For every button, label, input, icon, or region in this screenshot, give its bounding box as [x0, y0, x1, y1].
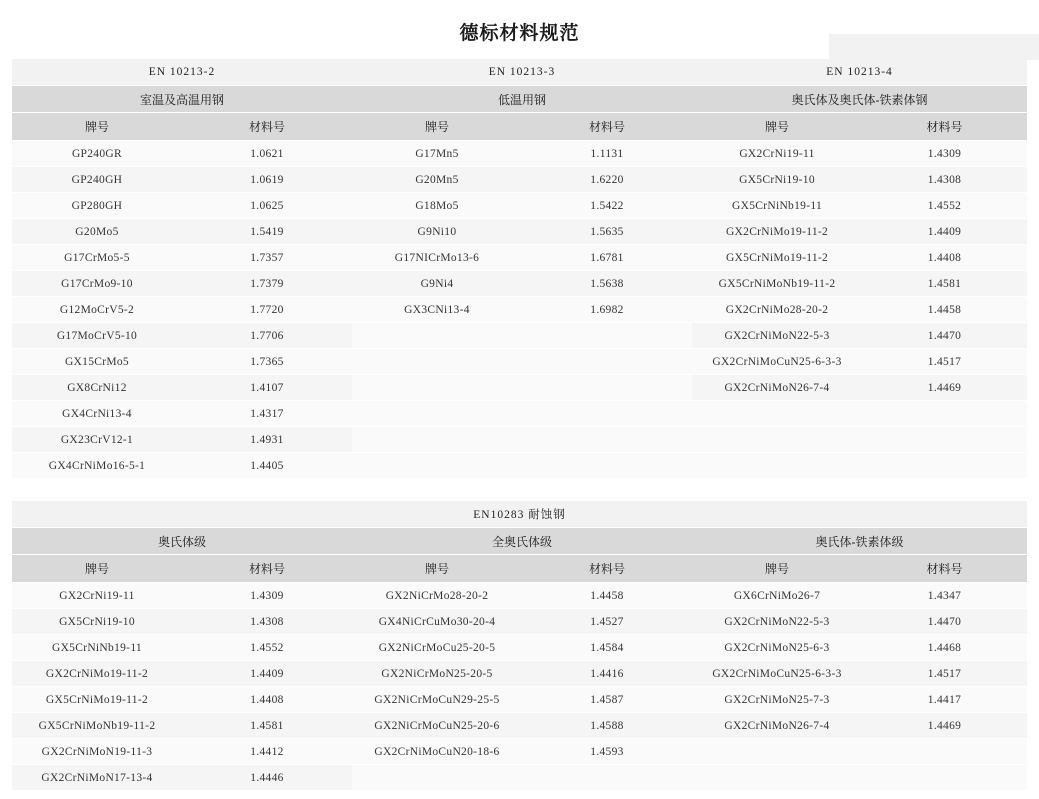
material-number-cell: 1.4470 [862, 323, 1027, 349]
column-header: 材料号 [522, 113, 692, 141]
grade-cell: GX5CrNiMoNb19-11-2 [12, 713, 182, 739]
grade-cell [352, 765, 522, 791]
page-title: 德标材料规范 [459, 23, 580, 44]
material-table-en10283 [12, 501, 1027, 791]
category-header-row [12, 528, 1027, 555]
material-number-cell [522, 349, 692, 375]
bottom-spacer [0, 791, 1039, 799]
grade-cell: GX5CrNiMo19-11-2 [692, 245, 862, 271]
material-number-cell: 1.0625 [182, 193, 352, 219]
grade-cell: GX2NiCrMoCuN25-20-6 [352, 713, 522, 739]
standard-label: EN10283 耐蚀钢 [12, 501, 1027, 528]
category-label: 室温及高温用钢 [12, 86, 352, 113]
material-number-cell [522, 401, 692, 427]
section-gap [0, 479, 1039, 501]
material-number-cell: 1.4408 [862, 245, 1027, 271]
material-number-cell: 1.4588 [522, 713, 692, 739]
material-number-cell: 1.5422 [522, 193, 692, 219]
material-number-cell: 1.4931 [182, 427, 352, 453]
table-row [12, 687, 1027, 713]
category-header-row [12, 86, 1027, 113]
table-row [12, 323, 1027, 349]
material-number-cell: 1.4593 [522, 739, 692, 765]
table-row [12, 427, 1027, 453]
grade-cell [352, 427, 522, 453]
category-label: 奥氏体-铁素体级 [692, 528, 1027, 555]
table-row [12, 765, 1027, 791]
material-number-cell: 1.4458 [522, 583, 692, 609]
column-header: 牌号 [352, 113, 522, 141]
grade-cell: GX2NiCrMoN25-20-5 [352, 661, 522, 687]
material-number-cell: 1.4587 [522, 687, 692, 713]
material-number-cell: 1.4469 [862, 375, 1027, 401]
grade-cell: GX6CrNiMo26-7 [692, 583, 862, 609]
grade-cell: GX2NiCrMoCuN29-25-5 [352, 687, 522, 713]
standard-header-row [12, 501, 1027, 528]
material-number-cell [862, 427, 1027, 453]
column-header: 材料号 [862, 555, 1027, 583]
material-number-cell: 1.0621 [182, 141, 352, 167]
grade-cell: GX2CrNi19-11 [12, 583, 182, 609]
material-number-cell [522, 765, 692, 791]
material-number-cell: 1.4347 [862, 583, 1027, 609]
material-number-cell: 1.4107 [182, 375, 352, 401]
material-number-cell: 1.5419 [182, 219, 352, 245]
material-number-cell: 1.4527 [522, 609, 692, 635]
material-number-cell: 1.4581 [862, 271, 1027, 297]
grade-cell: G17CrMo9-10 [12, 271, 182, 297]
grade-cell: GX2CrNiMoN22-5-3 [692, 323, 862, 349]
standard-header-row [12, 59, 1027, 86]
material-number-cell: 1.7365 [182, 349, 352, 375]
grade-cell: GP240GH [12, 167, 182, 193]
material-number-cell: 1.4416 [522, 661, 692, 687]
material-table-en10213 [12, 59, 1027, 479]
table-row [12, 349, 1027, 375]
material-number-cell: 1.4309 [182, 583, 352, 609]
table-row [12, 193, 1027, 219]
grade-cell: GX2CrNiMoN25-6-3 [692, 635, 862, 661]
grade-cell: GX2CrNiMoN17-13-4 [12, 765, 182, 791]
grade-cell: GX2CrNiMo19-11-2 [692, 219, 862, 245]
material-number-cell: 1.4517 [862, 661, 1027, 687]
grade-cell [352, 349, 522, 375]
table-row [12, 635, 1027, 661]
material-number-cell: 1.4446 [182, 765, 352, 791]
grade-cell: G12MoCrV5-2 [12, 297, 182, 323]
material-number-cell: 1.5638 [522, 271, 692, 297]
material-number-cell: 1.4552 [862, 193, 1027, 219]
table-row [12, 297, 1027, 323]
material-number-cell: 1.4308 [862, 167, 1027, 193]
grade-cell [352, 401, 522, 427]
grade-cell: GX2CrNiMo28-20-2 [692, 297, 862, 323]
grade-cell: GX5CrNiNb19-11 [692, 193, 862, 219]
grade-cell: GX2CrNiMoN26-7-4 [692, 713, 862, 739]
grade-cell: GX4CrNi13-4 [12, 401, 182, 427]
material-number-cell [522, 427, 692, 453]
grade-cell: G18Mo5 [352, 193, 522, 219]
column-header-row [12, 113, 1027, 141]
grade-cell: G20Mo5 [12, 219, 182, 245]
column-header: 材料号 [182, 113, 352, 141]
category-label: 低温用钢 [352, 86, 692, 113]
table-row [12, 453, 1027, 479]
material-number-cell [522, 453, 692, 479]
table-row [12, 141, 1027, 167]
grade-cell: GX2CrNiMoCuN25-6-3-3 [692, 349, 862, 375]
material-number-cell: 1.4584 [522, 635, 692, 661]
material-number-cell: 1.4458 [862, 297, 1027, 323]
table-row [12, 609, 1027, 635]
grade-cell: GX2CrNiMoN25-7-3 [692, 687, 862, 713]
material-number-cell: 1.0619 [182, 167, 352, 193]
grade-cell: GX2CrNi19-11 [692, 141, 862, 167]
material-number-cell [862, 453, 1027, 479]
material-number-cell: 1.6781 [522, 245, 692, 271]
material-number-cell: 1.4517 [862, 349, 1027, 375]
grade-cell: GX5CrNiMoNb19-11-2 [692, 271, 862, 297]
material-number-cell: 1.6982 [522, 297, 692, 323]
grade-cell [692, 427, 862, 453]
grade-cell: GX2CrNiMoN26-7-4 [692, 375, 862, 401]
column-header: 材料号 [862, 113, 1027, 141]
material-number-cell: 1.4412 [182, 739, 352, 765]
table-row [12, 271, 1027, 297]
material-number-cell: 1.4308 [182, 609, 352, 635]
category-label: 全奥氏体级 [352, 528, 692, 555]
material-number-cell: 1.4409 [862, 219, 1027, 245]
grade-cell [352, 375, 522, 401]
grade-cell: G17MoCrV5-10 [12, 323, 182, 349]
grade-cell: G9Ni10 [352, 219, 522, 245]
table-row [12, 713, 1027, 739]
grade-cell: G17Mn5 [352, 141, 522, 167]
material-number-cell [522, 323, 692, 349]
grade-cell: G17CrMo5-5 [12, 245, 182, 271]
grade-cell: G20Mn5 [352, 167, 522, 193]
grade-cell: GX23CrV12-1 [12, 427, 182, 453]
column-header: 牌号 [12, 113, 182, 141]
material-number-cell: 1.7357 [182, 245, 352, 271]
material-number-cell [862, 401, 1027, 427]
material-number-cell: 1.4581 [182, 713, 352, 739]
material-number-cell [862, 739, 1027, 765]
material-number-cell: 1.7720 [182, 297, 352, 323]
material-number-cell: 1.4468 [862, 635, 1027, 661]
grade-cell: GP240GR [12, 141, 182, 167]
grade-cell: G17NICrMo13-6 [352, 245, 522, 271]
table-row [12, 167, 1027, 193]
column-header: 牌号 [12, 555, 182, 583]
grade-cell: GX2CrNiMoN19-11-3 [12, 739, 182, 765]
material-number-cell: 1.7379 [182, 271, 352, 297]
grade-cell: G9Ni4 [352, 271, 522, 297]
standard-label: EN 10213-2 [12, 59, 352, 86]
material-number-cell: 1.4470 [862, 609, 1027, 635]
grade-cell: GX3CNi13-4 [352, 297, 522, 323]
grade-cell [352, 323, 522, 349]
grade-cell: GX2CrNiMo19-11-2 [12, 661, 182, 687]
material-number-cell: 1.4408 [182, 687, 352, 713]
grade-cell: GX4NiCrCuMo30-20-4 [352, 609, 522, 635]
grade-cell: GX5CrNiNb19-11 [12, 635, 182, 661]
standard-label: EN 10213-4 [692, 59, 1027, 86]
grade-cell: GX2NiCrMo28-20-2 [352, 583, 522, 609]
table-row [12, 245, 1027, 271]
column-header: 牌号 [352, 555, 522, 583]
material-number-cell: 1.4309 [862, 141, 1027, 167]
grade-cell [692, 453, 862, 479]
grade-cell: GX2CrNiMoCuN20-18-6 [352, 739, 522, 765]
material-number-cell: 1.5635 [522, 219, 692, 245]
standard-label: EN 10213-3 [352, 59, 692, 86]
grade-cell: GX2NiCrMoCu25-20-5 [352, 635, 522, 661]
column-header: 牌号 [692, 113, 862, 141]
grade-cell [692, 401, 862, 427]
material-number-cell: 1.4317 [182, 401, 352, 427]
grade-cell [352, 453, 522, 479]
table-row [12, 583, 1027, 609]
material-number-cell: 1.4469 [862, 713, 1027, 739]
grade-cell: GP280GH [12, 193, 182, 219]
material-number-cell: 1.4417 [862, 687, 1027, 713]
grade-cell: GX2CrNiMoN22-5-3 [692, 609, 862, 635]
column-header-row [12, 555, 1027, 583]
category-label: 奥氏体及奥氏体-铁素体钢 [692, 86, 1027, 113]
corner-decoration [829, 34, 1039, 60]
column-header: 材料号 [522, 555, 692, 583]
category-label: 奥氏体级 [12, 528, 352, 555]
material-number-cell: 1.4552 [182, 635, 352, 661]
material-number-cell: 1.7706 [182, 323, 352, 349]
grade-cell: GX5CrNiMo19-11-2 [12, 687, 182, 713]
grade-cell [692, 765, 862, 791]
table-row [12, 739, 1027, 765]
column-header: 牌号 [692, 555, 862, 583]
column-header: 材料号 [182, 555, 352, 583]
table-row [12, 375, 1027, 401]
material-number-cell: 1.4409 [182, 661, 352, 687]
table-row [12, 219, 1027, 245]
grade-cell: GX5CrNi19-10 [692, 167, 862, 193]
grade-cell: GX5CrNi19-10 [12, 609, 182, 635]
material-number-cell: 1.4405 [182, 453, 352, 479]
table-row [12, 401, 1027, 427]
grade-cell [692, 739, 862, 765]
grade-cell: GX2CrNiMoCuN25-6-3-3 [692, 661, 862, 687]
table-row [12, 661, 1027, 687]
material-number-cell [522, 375, 692, 401]
grade-cell: GX4CrNiMo16-5-1 [12, 453, 182, 479]
material-number-cell: 1.1131 [522, 141, 692, 167]
material-number-cell: 1.6220 [522, 167, 692, 193]
grade-cell: GX8CrNi12 [12, 375, 182, 401]
grade-cell: GX15CrMo5 [12, 349, 182, 375]
material-number-cell [862, 765, 1027, 791]
